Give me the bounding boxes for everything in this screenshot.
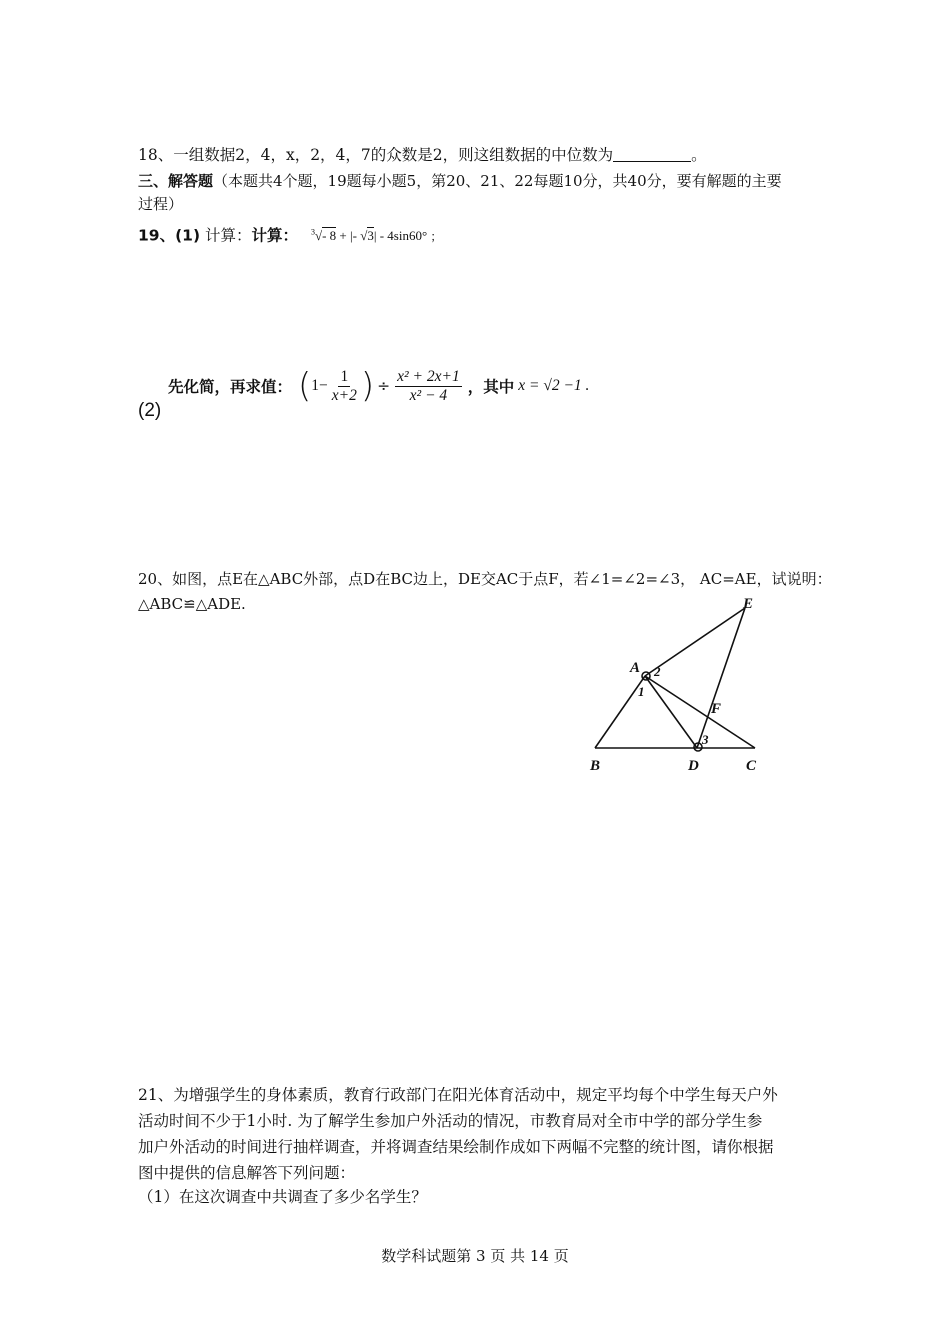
question-20-line1 — [138, 568, 832, 590]
sqrt-arg: 3 — [367, 228, 374, 244]
section-3-desc-cont — [138, 193, 183, 215]
formula-rest: - 4sin60° — [379, 228, 428, 244]
label-f: F — [711, 701, 722, 717]
page-footer — [0, 1245, 950, 1266]
page-number: 数学科试题第 3 页 共 14 页 — [381, 1247, 569, 1265]
plus-sign: + — [339, 228, 347, 244]
fraction-2-numerator: x² + 2x+1 — [397, 367, 460, 385]
question-20-line2 — [138, 593, 246, 615]
right-paren: ) — [360, 366, 375, 406]
fraction-1 — [330, 368, 359, 405]
question-21-sub1 — [138, 1186, 427, 1208]
question-21-line4 — [138, 1162, 355, 1184]
question-21-line3 — [138, 1136, 774, 1158]
question-21-text-2: 活动时间不少于1小时. 为了解学生参加户外活动的情况，市教育局对全市中学的部分学生参 — [138, 1112, 763, 1130]
segment-de — [697, 608, 745, 748]
label-e: E — [743, 596, 754, 612]
question-19-label-bold: 计算： — [251, 226, 298, 245]
section-3-heading — [138, 170, 782, 192]
question-21-subquestion-1: （1）在这次调查中共调查了多少名学生？ — [138, 1188, 427, 1206]
cube-root-index: 3 — [310, 228, 315, 237]
label-angle-2: 2 — [654, 664, 661, 679]
question-21-line1 — [138, 1084, 778, 1106]
label-b: B — [590, 758, 601, 774]
question-20-text: 20、如图，点E在△ABC外部，点D在BC边上，DE交AC于点F，若∠1=∠2=∠3， AC=AE，试说明： — [138, 570, 832, 588]
question-20-conclusion: △ABC≌△ADE. — [138, 595, 246, 613]
question-19-label: 计算： — [204, 226, 252, 245]
question-21-text-3: 加户外活动的时间进行抽样调查，并将调查结果绘制作成如下两幅不完整的统计图，请你根据 — [138, 1138, 774, 1156]
radical-sign: √ — [360, 228, 368, 244]
where-label: ，其中 — [467, 378, 515, 396]
part2-number: (2) — [138, 400, 162, 421]
fraction-2-denominator: x² − 4 — [409, 386, 448, 404]
label-a: A — [630, 660, 641, 676]
fraction-1-numerator: 1 — [340, 367, 349, 385]
abs-open: |- — [350, 228, 357, 244]
section-3-title: 三、解答题 — [138, 172, 214, 190]
part2-label: 先化简，再求值： — [168, 378, 293, 396]
question-21-text-4: 图中提供的信息解答下列问题： — [138, 1164, 356, 1182]
segment-ad — [645, 676, 697, 748]
fraction-1-denominator: x+2 — [331, 386, 357, 404]
question-19-part1 — [138, 222, 442, 247]
cube-root-arg: - 8 — [322, 228, 337, 244]
x-value: x = √2 −1 . — [518, 377, 590, 394]
radical-sign: √ — [314, 228, 323, 244]
one-minus: 1− — [311, 377, 328, 394]
section-3-desc: （本题共4个题，19题每小题5，第20、21、22每题10分，共40分，要有解题的主要 — [213, 172, 782, 190]
question-18-end: 。 — [691, 146, 707, 164]
triangle-figure — [580, 590, 780, 780]
question-19-formula — [311, 228, 430, 243]
formula-end: ； — [430, 229, 443, 244]
label-angle-1: 1 — [638, 684, 645, 699]
label-angle-3: 3 — [702, 732, 709, 747]
divide-sign: ÷ — [377, 377, 391, 395]
question-19-part2 — [138, 360, 778, 430]
question-21-text-1: 21、为增强学生的身体素质，教育行政部门在阳光体育活动中，规定平均每个中学生每天户外 — [138, 1086, 778, 1104]
section-3-desc-line2: 过程） — [138, 195, 184, 213]
fraction-2 — [395, 368, 462, 405]
left-paren: ( — [298, 366, 312, 406]
answer-blank — [613, 145, 691, 162]
label-d: D — [688, 758, 699, 774]
question-19-number: 19、(1) — [138, 226, 201, 245]
label-c: C — [746, 758, 757, 774]
question-18 — [138, 144, 707, 166]
question-21-line2 — [138, 1110, 762, 1132]
abs-close: | — [373, 228, 377, 244]
question-18-text: 18、一组数据2，4，x，2，4，7的众数是2，则这组数据的中位数为 — [138, 146, 614, 164]
